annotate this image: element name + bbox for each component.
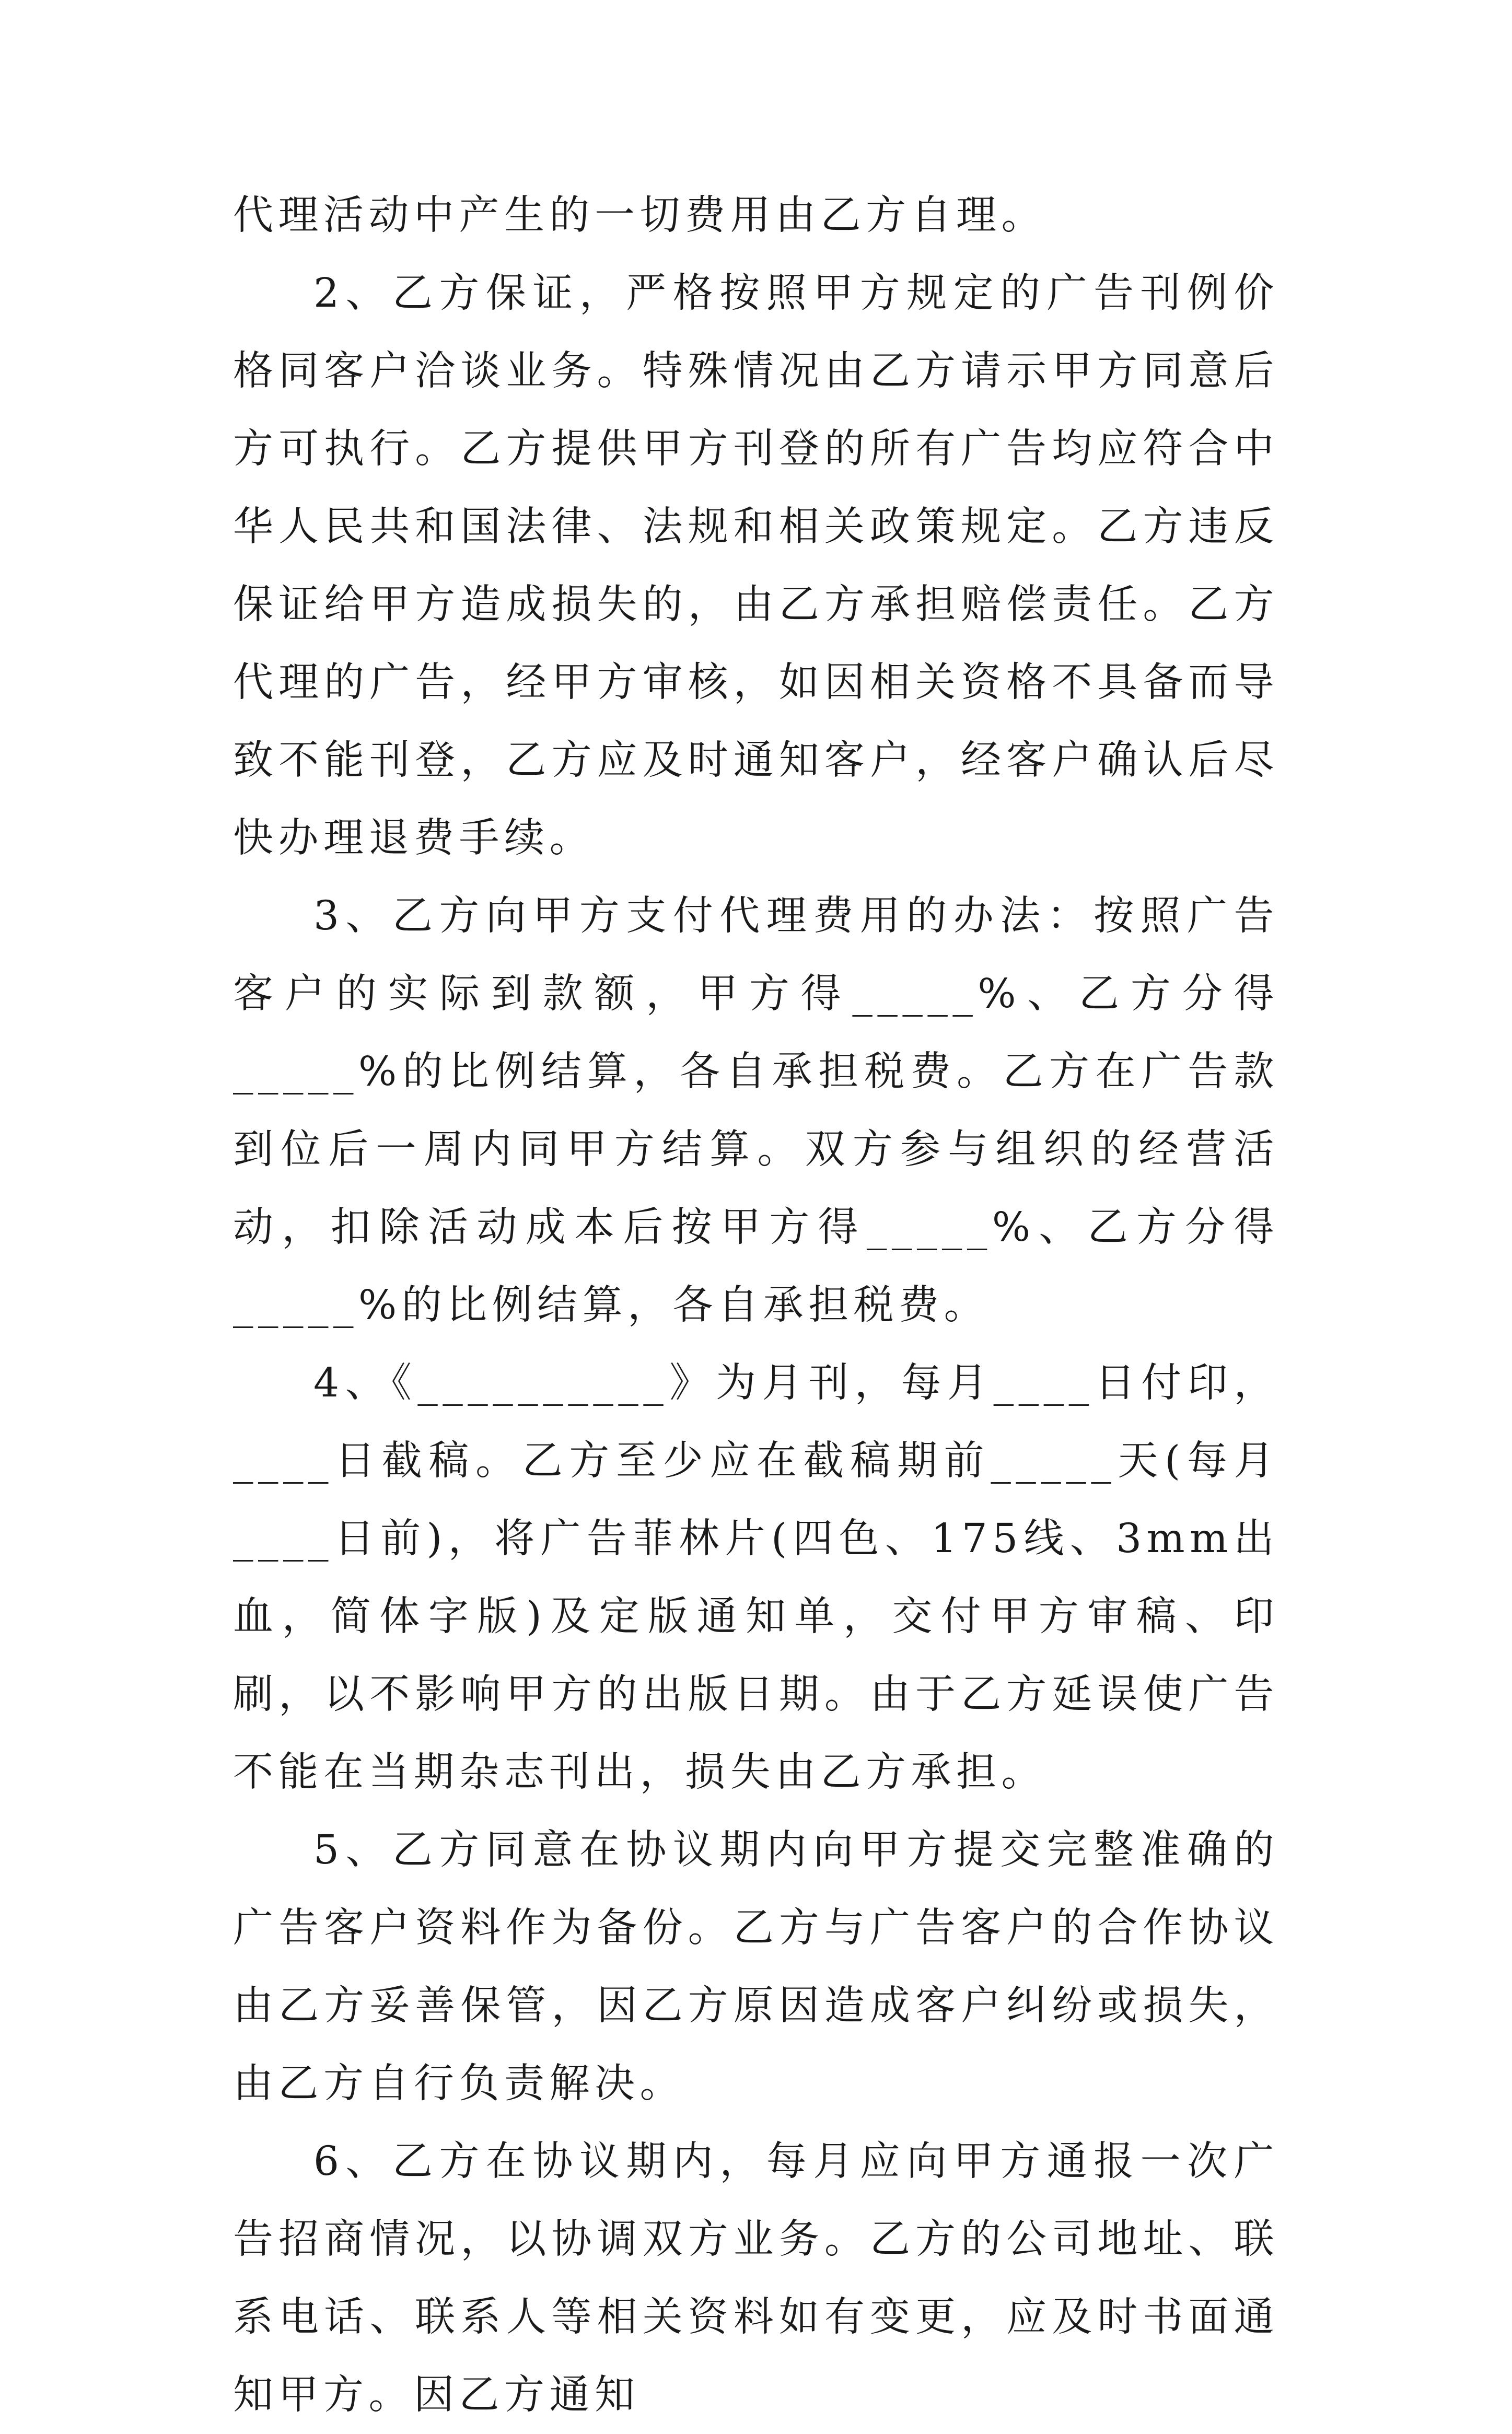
paragraph-continuation: 代理活动中产生的一切费用由乙方自理。 [233, 192, 1046, 239]
paragraph-clause-3: 3、乙方向甲方支付代理费用的办法：按照广告客户的实际到款额，甲方得_____%、乙方分得_____%的比例结算，各自承担税费。乙方在广告款到位后一周内同甲方结算。双方参与组织的经营活动，扣除活动成本后按甲方得_____%、乙方分得_____%的比例结算，各自承担税费。 [233, 893, 1279, 1329]
paragraph-clause-4: 4、《__________》为月刊，每月____日付印，____日截稿。乙方至少应在截稿期前_____天(每月____日前)，将广告菲林片(四色、175线、3mm出血，简体字版)及定版通知单，交付甲方审稿、印刷，以不影响甲方的出版日期。由于乙方延误使广告不能在当期杂志刊出，损失由乙方承担。 [233, 1360, 1279, 1796]
paragraph-clause-5: 5、乙方同意在协议期内向甲方提交完整准确的广告客户资料作为备份。乙方与广告客户的合作协议由乙方妥善保管，因乙方原因造成客户纠纷或损失，由乙方自行负责解决。 [233, 1827, 1279, 2107]
paragraph-clause-6: 6、乙方在协议期内，每月应向甲方通报一次广告招商情况，以协调双方业务。乙方的公司地址、联系电话、联系人等相关资料如有变更，应及时书面通知甲方。因乙方通知 [233, 2138, 1279, 2418]
document-body [233, 177, 1279, 2434]
paragraph-clause-2: 2、乙方保证，严格按照甲方规定的广告刊例价格同客户洽谈业务。特殊情况由乙方请示甲方同意后方可执行。乙方提供甲方刊登的所有广告均应符合中华人民共和国法律、法规和相关政策规定。乙方违反保证给甲方造成损失的，由乙方承担赔偿责任。乙方代理的广告，经甲方审核，如因相关资格不具备而导致不能刊登，乙方应及时通知客户，经客户确认后尽快办理退费手续。 [233, 270, 1279, 861]
